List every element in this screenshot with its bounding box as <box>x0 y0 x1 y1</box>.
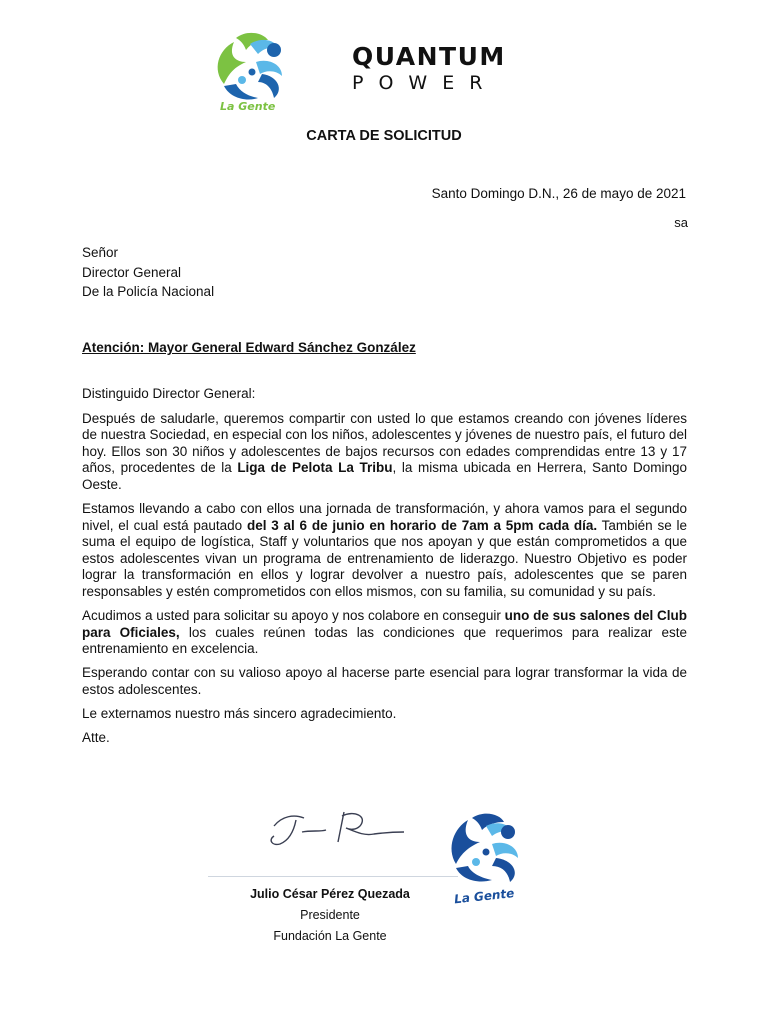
letter-body <box>82 386 687 754</box>
stamp-logo-text: La Gente <box>453 886 515 906</box>
quantum-power-brand <box>352 44 524 94</box>
la-gente-logo-text: La Gente <box>220 100 276 113</box>
addressee-line: De la Policía Nacional <box>82 284 215 299</box>
signature-line <box>208 876 458 877</box>
addressee-line: Director General <box>82 264 182 280</box>
signer-role: Presidente <box>300 908 360 922</box>
attention-line: Atención: Mayor General Edward Sánchez González <box>82 340 416 355</box>
greeting: Distinguido Director General: <box>82 386 256 401</box>
la-gente-logo <box>206 28 296 114</box>
addressee-block <box>82 243 214 302</box>
addressee-line: Señor <box>82 245 119 260</box>
date-line: Santo Domingo D.N., 26 de mayo de 2021 <box>431 186 686 201</box>
paragraph-2: Estamos llevando a cabo con ellos una jornada de transformación, y ahora vamos para el segundo nivel, el cual está pautado del 3 al 6 de junio en horario de 7am a 5pm cada día. También se le suma el equipo de logística, Staff y voluntarios que nos apoyan y que están comprometidos a que estos adolescentes vivan un programa de entrenamiento de liderazgo. Nuestro Objetivo es poder lograr la transformación en ellos y lograr devolver a nuestro país, adolescentes que se paren responsables y estén comprometidos con ellos mismos, con su familia, su comunidad y su país. <box>82 501 687 600</box>
closing: Atte. <box>82 730 110 746</box>
signer-organization: Fundación La Gente <box>273 929 387 943</box>
handwritten-signature <box>264 806 414 858</box>
signer-name: Julio César Pérez Quezada <box>250 887 410 901</box>
brand-bottom: POWER <box>352 72 498 94</box>
brand-top: QUANTUM <box>352 42 506 71</box>
paragraph-1: Después de saludarle, queremos compartir con usted lo que estamos creando con jóvenes líderes de nuestra Sociedad, en especial con los niños, adolescentes y jóvenes de nuestro país, el futuro del hoy. Ellos son 30 niños y adolescentes de bajos recursos con edades comprendidas entre 13 y 17 años, procedentes de la Liga de Pelota La Tribu, la misma ubicada en Herrera, Santo Domingo Oeste. <box>82 410 687 492</box>
la-gente-stamp-logo <box>438 810 534 906</box>
paragraph-4: Esperando contar con su valioso apoyo al hacerse parte esencial para lograr transformar la vida de estos adolescentes. <box>82 665 687 697</box>
document-title: CARTA DE SOLICITUD <box>306 128 462 144</box>
paragraph-3: Acudimos a usted para solicitar su apoyo y nos colabore en conseguir uno de sus salones del Club para Oficiales, los cuales reúnen todas las condiciones que requerimos para realizar este entrenamiento en excelencia. <box>82 608 687 657</box>
initials: sa <box>674 215 688 230</box>
paragraph-5: Le externamos nuestro más sincero agradecimiento. <box>82 706 397 722</box>
